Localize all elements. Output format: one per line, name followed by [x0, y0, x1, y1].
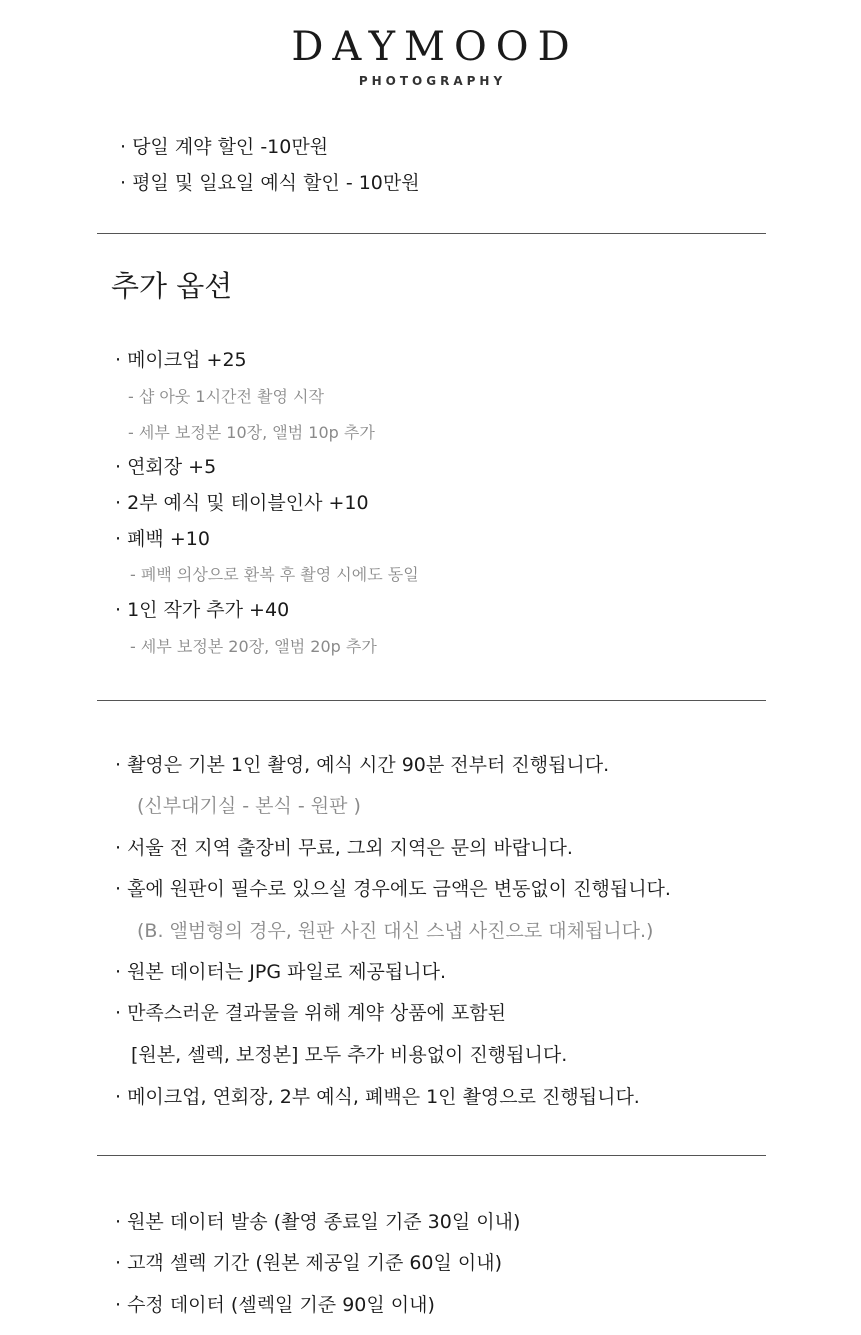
logo-tagline: PHOTOGRAPHY — [358, 74, 507, 88]
option-extra-artist: · 1인 작가 추가 +40 — [115, 599, 290, 621]
section-divider — [97, 233, 766, 234]
note-included-items: · 만족스러운 결과물을 위해 계약 상품에 포함된 — [115, 1002, 507, 1024]
schedule-select-period: · 고객 셀렉 기간 (원본 제공일 기준 60일 이내) — [115, 1252, 503, 1274]
option-extra-artist-note: - 세부 보정본 20장, 앨범 20p 추가 — [130, 637, 377, 656]
option-pyebaek: · 폐백 +10 — [115, 528, 210, 550]
note-shooting-basic: · 촬영은 기본 1인 촬영, 예식 시간 90분 전부터 진행됩니다. — [115, 754, 610, 776]
options-heading: 추가 옵션 — [111, 269, 233, 303]
note-jpg-files: · 원본 데이터는 JPG 파일로 제공됩니다. — [115, 961, 447, 983]
option-second-part: · 2부 예식 및 테이블인사 +10 — [115, 492, 369, 514]
brand-logo — [0, 26, 861, 88]
note-single-shooter: · 메이크업, 연회장, 2부 예식, 폐백은 1인 촬영으로 진행됩니다. — [115, 1086, 640, 1108]
logo-wordmark: DAYMOOD — [291, 24, 579, 70]
option-makeup-note: - 샵 아웃 1시간전 촬영 시작 — [128, 387, 324, 406]
schedule-edited-data: · 수정 데이터 (셀렉일 기준 90일 이내) — [115, 1294, 435, 1316]
option-makeup-note: - 세부 보정본 10장, 앨범 10p 추가 — [128, 423, 375, 442]
section-divider — [97, 1155, 766, 1156]
option-pyebaek-note: - 폐백 의상으로 환복 후 촬영 시에도 동일 — [130, 565, 419, 584]
schedule-original-delivery: · 원본 데이터 발송 (촬영 종료일 기준 30일 이내) — [115, 1211, 521, 1233]
note-travel-fee: · 서울 전 지역 출장비 무료, 그외 지역은 문의 바랍니다. — [115, 837, 573, 859]
note-group-photo-detail: (B. 앨범형의 경우, 원판 사진 대신 스냅 사진으로 대체됩니다.) — [137, 920, 654, 942]
option-reception: · 연회장 +5 — [115, 456, 217, 478]
note-included-items-cont: [원본, 셀렉, 보정본] 모두 추가 비용없이 진행됩니다. — [131, 1044, 568, 1066]
note-shooting-basic-detail: (신부대기실 - 본식 - 원판 ) — [137, 795, 361, 817]
section-divider — [97, 700, 766, 701]
option-makeup: · 메이크업 +25 — [115, 349, 247, 371]
discount-same-day: · 당일 계약 할인 -10만원 — [120, 136, 329, 158]
discount-weekday-sunday: · 평일 및 일요일 예식 할인 - 10만원 — [120, 172, 420, 194]
note-group-photo: · 홀에 원판이 필수로 있으실 경우에도 금액은 변동없이 진행됩니다. — [115, 878, 671, 900]
